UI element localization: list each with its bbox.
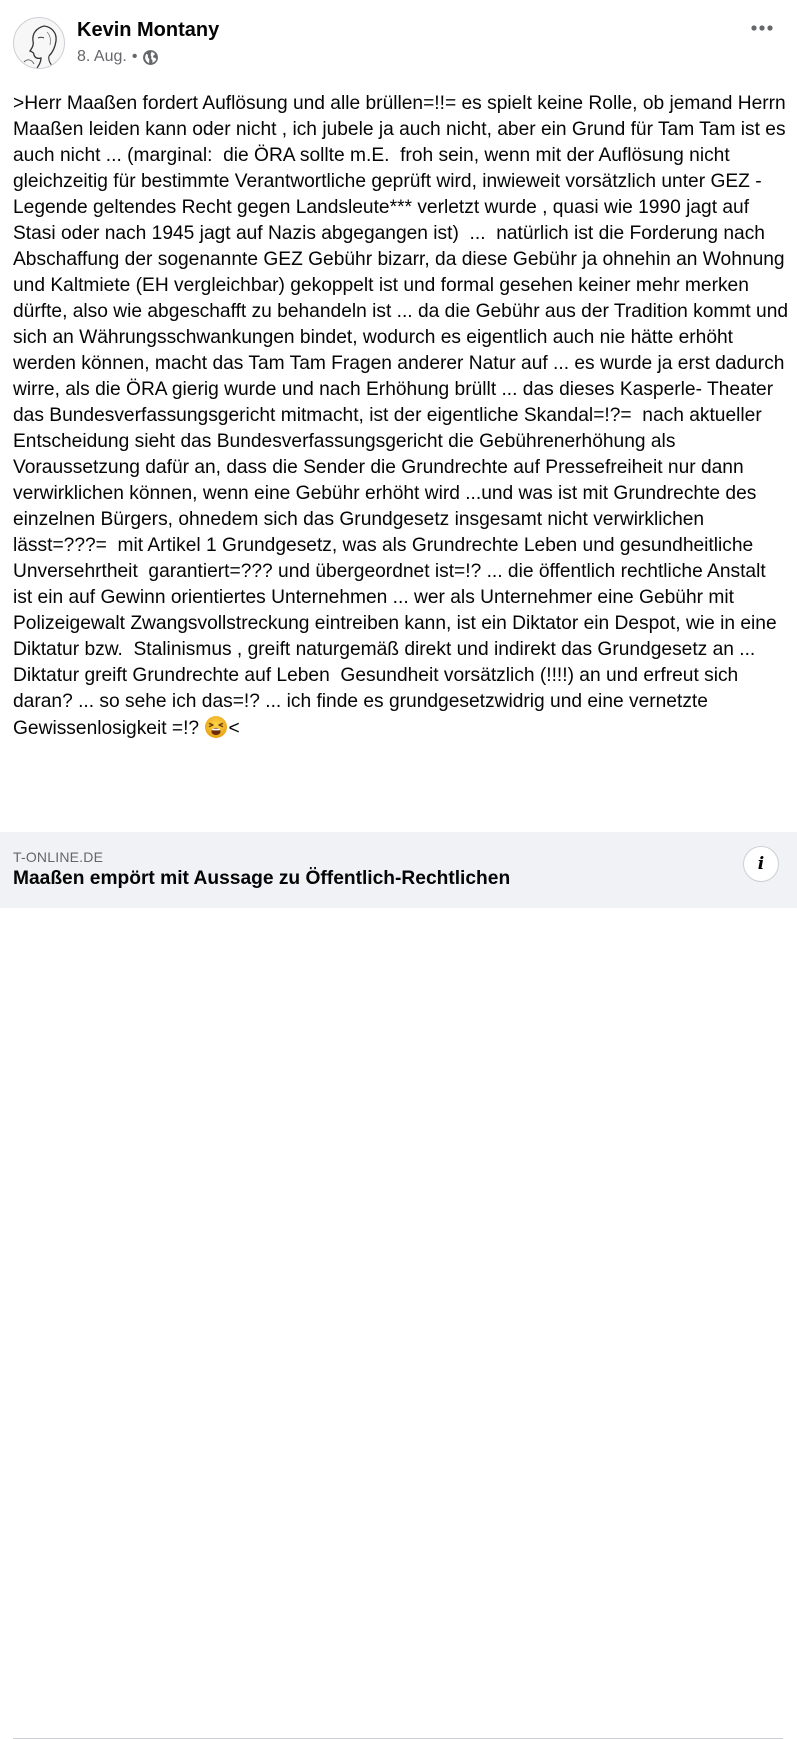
info-icon: i <box>757 854 765 874</box>
post-date[interactable]: 8. Aug. <box>77 48 127 65</box>
post-text-end: < <box>228 718 240 739</box>
sketch-portrait-avatar <box>14 18 65 69</box>
link-info-button[interactable] <box>743 846 779 882</box>
author-name[interactable]: Kevin Montany <box>77 19 220 41</box>
link-preview[interactable] <box>0 832 797 908</box>
globe-icon <box>142 49 159 66</box>
tired-face-emoji <box>204 715 228 739</box>
post-meta <box>77 46 159 68</box>
link-domain: T-ONLINE.DE <box>13 849 104 865</box>
post-text <box>13 91 794 742</box>
link-title[interactable]: Maaßen empört mit Aussage zu Öffentlich-Rechtlichen <box>13 868 511 889</box>
post-header <box>0 0 797 84</box>
meta-separator: • <box>131 48 138 65</box>
more-options-button[interactable] <box>742 12 782 44</box>
post-text-content: >Herr Maaßen fordert Auflösung und alle brüllen=!!= es spielt keine Rolle, ob jemand Herrn Maaßen leiden kann oder nicht , ich jubele ja auch nicht, aber ein Grund für Tam Tam ist es auch nicht ... (marginal: die ÖRA sollte m.E. froh sein, wenn mit der Auflösung nicht gleichzeitig für bestimmte Verantwortliche geprüft wird, inwieweit vorsätzlich unter GEZ -Legende geltendes Recht gegen Landsleute*** verletzt wurde , quasi wie 1990 jagt auf Stasi oder nach 1945 jagt auf Nazis abgegangen ist) ... natürlich ist die Forderung nach Abschaffung der sogenannte GEZ Gebühr bizarr, da diese Gebühr ja ohnehin an Wohnung und Kaltmiete (EH vergleichbar) gekoppelt ist und formal gesehen keiner mehr merken dürfte, also wie abgeschafft zu behandeln ist ... da die Gebühr aus der Tradition kommt und sich an Währungsschwankungen bindet, wodurch es eigentlich auch nie hätte erhöht werden können, macht das Tam Tam Fragen anderer Natur auf ... es wurde ja erst dadurch wirre, als die ÖRA gierig wurde und nach Erhöhung brüllt ... das dieses Kasperle- Theater das Bundesverfassungsgericht mitmacht, ist der eigentliche Skandal=!?= nach aktueller Entscheidung sieht das Bundesverfassungsgericht die Gebührenerhöhung als Voraussetzung dafür an, dass die Sender die Grundrechte auf Pressefreiheit nur dann verwirklichen können, wenn eine Gebühr erhöht wird ...und was ist mit Grundrechte des einzelnen Bürgers, ohnedem sich das Grundgesetz insgesamt nicht verwirklichen lässt=???= mit Artikel 1 Grundgesetz, was als Grundrechte Leben und gesundheitliche Unversehrtheit garantiert=??? und übergeordnet ist=!? ... die öffentlich rechtliche Anstalt ist ein auf Gewinn orientiertes Unternehmen ... wer als Unternehmer eine Gebühr mit Polizeigewalt Zwangsvollstreckung eintreiben kann, ist ein Diktator ein Despot, wie in eine Diktatur bzw. Stalinismus , greift naturgemäß direkt und indirekt das Grundgesetz an ... Diktatur greift Grundrechte auf Leben Gesundheit vorsätzlich (!!!!) an und erfreut sich daran? ... so sehe ich das=!? ... ich finde es grundgesetzwidrig und eine vernetzte Gewissenlosigkeit =!? <box>13 93 794 739</box>
more-options-icon <box>750 24 774 32</box>
author-avatar[interactable] <box>13 17 65 69</box>
